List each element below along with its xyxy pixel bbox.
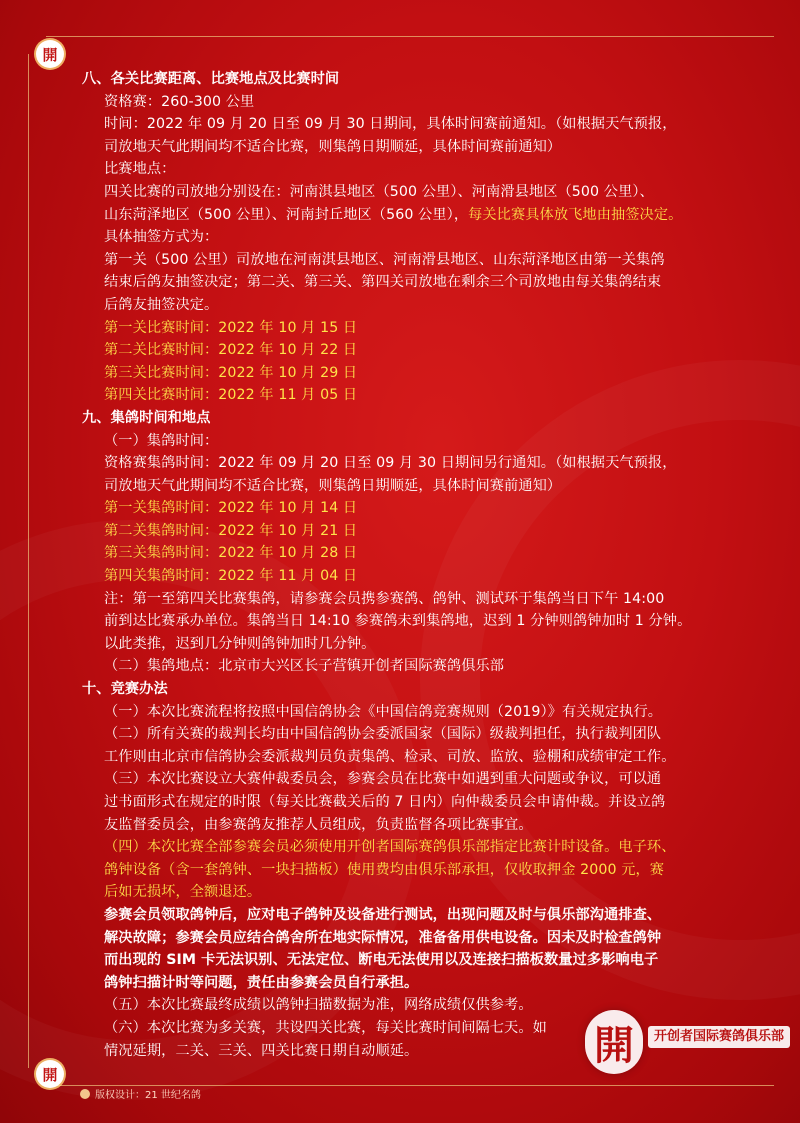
document-body <box>74 68 734 1062</box>
draw-note-highlight: 每关比赛具体放飞地由抽签决定。 <box>468 206 683 223</box>
paragraph-line: 过书面形式在规定的时限（每关比赛截关后的 7 日内）向仲裁委员会申请仲裁。并设立鸽 <box>104 794 666 810</box>
club-logo-text: 开创者国际赛鸽俱乐部 <box>648 1026 790 1048</box>
draw-label: 具体抽签方式为： <box>104 229 219 246</box>
note-line: 前到达比赛承办单位。集鸽当日 14:10 参赛鸽未到集鸽地，迟到 1 分钟则鸽钟加时 1 分钟。 <box>104 613 692 630</box>
paragraph-line: 司放地天气此期间均不适合比赛，则集鸽日期顺延，具体时间赛前通知） <box>104 138 562 155</box>
club-logo-icon: 開 <box>585 1010 643 1074</box>
subsection-heading: （一）集鸽时间： <box>104 432 219 449</box>
equipment-line: （四）本次比赛全部参赛会员必须使用开创者国际赛鸽俱乐部指定比赛计时设备。电子环、 <box>104 839 676 856</box>
section-9-heading: 九、集鸽时间和地点 <box>82 409 211 426</box>
race-date-4: 第四关比赛时间：2022 年 11 月 05 日 <box>104 387 358 404</box>
bold-notice-line: 而出现的 SIM 卡无法识别、无法定位、断电无法使用以及连接扫描板数量过多影响电子 <box>104 952 659 969</box>
paragraph-line: （二）所有关赛的裁判长均由中国信鸽协会委派国家（国际）级裁判担任，执行裁判团队 <box>104 726 662 743</box>
race-date-1: 第一关比赛时间：2022 年 10 月 15 日 <box>104 319 358 336</box>
paragraph-line: 后鸽友抽签决定。 <box>104 296 219 313</box>
collection-location: （二）集鸽地点：北京市大兴区长子营镇开创者国际赛鸽俱乐部 <box>104 658 505 675</box>
bold-notice-line: 鸽钟扫描计时等问题，责任由参赛会员自行承担。 <box>104 974 419 991</box>
collection-date-1: 第一关集鸽时间：2022 年 10 月 14 日 <box>104 500 358 517</box>
section-10-heading: 十、竞赛办法 <box>82 681 168 698</box>
note-line: 以此类推，迟到几分钟则鸽钟加时几分钟。 <box>104 635 376 652</box>
race-date-2: 第二关比赛时间：2022 年 10 月 22 日 <box>104 342 358 359</box>
paragraph-line: 司放地天气此期间均不适合比赛，则集鸽日期顺延，具体时间赛前通知） <box>104 477 562 494</box>
paragraph-line: 四关比赛的司放地分别设在：河南淇县地区（500 公里）、河南滑县地区（500 公里）、 <box>104 183 654 200</box>
equipment-line: 后如无损坏，全额退还。 <box>104 884 262 901</box>
equipment-line: 鸽钟设备（含一套鸽钟、一块扫描板）使用费均由俱乐部承担，仅收取押金 2000 元，赛 <box>104 861 665 878</box>
footer-copyright <box>80 1086 201 1101</box>
collection-date-4: 第四关集鸽时间：2022 年 11 月 04 日 <box>104 568 358 585</box>
paragraph-line: 工作则由北京市信鸽协会委派裁判员负责集鸽、检录、司放、监放、验棚和成绩审定工作。 <box>104 748 676 765</box>
paragraph-line: 第一关（500 公里）司放地在河南淇县地区、河南滑县地区、山东菏泽地区由第一关集鸽 <box>104 251 665 268</box>
paragraph-line: 结束后鸽友抽签决定；第二关、第三关、第四关司放地在剩余三个司放地由每关集鸽结束 <box>104 274 662 291</box>
copyright-text: 版权设计：21 世纪名鸽 <box>95 1090 201 1101</box>
bold-notice-line: 解决故障；参赛会员应结合鸽舍所在地实际情况，准备备用供电设备。因未及时检查鸽钟 <box>104 929 662 946</box>
paragraph-line: 时间：2022 年 09 月 20 日至 09 月 30 日期间，具体时间赛前通知。（如根据天气预报， <box>104 116 677 133</box>
paragraph-line: 友监督委员会，由参赛鸽友推荐人员组成，负责监督各项比赛事宜。 <box>104 816 533 833</box>
paragraph-line: 资格赛集鸽时间：2022 年 09 月 20 日至 09 月 30 日期间另行通知。（如根据天气预报， <box>104 455 677 472</box>
venue-label: 比赛地点： <box>104 161 176 178</box>
seal-icon-top: 開 <box>36 40 64 68</box>
paragraph-line: （六）本次比赛为多关赛，共设四关比赛，每关比赛时间间隔七天。如 <box>104 1019 547 1036</box>
collection-date-3: 第三关集鸽时间：2022 年 10 月 28 日 <box>104 545 358 562</box>
paragraph-line: （五）本次比赛最终成绩以鸽钟扫描数据为准，网络成绩仅供参考。 <box>104 997 533 1014</box>
qualifying-distance: 资格赛：260-300 公里 <box>104 93 255 110</box>
copyright-icon <box>80 1089 90 1099</box>
paragraph-line <box>74 204 734 227</box>
collection-date-2: 第二关集鸽时间：2022 年 10 月 21 日 <box>104 522 358 539</box>
bold-notice-line: 参赛会员领取鸽钟后，应对电子鸽钟及设备进行测试，出现问题及时与俱乐部沟通排查、 <box>104 906 662 923</box>
venue-text: 山东菏泽地区（500 公里）、河南封丘地区（560 公里）， <box>104 206 469 223</box>
paragraph-line: （三）本次比赛设立大赛仲裁委员会，参赛会员在比赛中如遇到重大问题或争议，可以通 <box>104 771 662 788</box>
race-date-3: 第三关比赛时间：2022 年 10 月 29 日 <box>104 364 358 381</box>
paragraph-line: （一）本次比赛流程将按照中国信鸽协会《中国信鸽竞赛规则（2019）》有关规定执行。 <box>104 703 663 720</box>
paragraph-line: 情况延期，二关、三关、四关比赛日期自动顺延。 <box>104 1042 419 1059</box>
section-8-heading: 八、各关比赛距离、比赛地点及比赛时间 <box>82 71 340 87</box>
seal-icon-bottom: 開 <box>36 1060 64 1088</box>
note-line: 注：第一至第四关比赛集鸽，请参赛会员携参赛鸽、鸽钟、测试环于集鸽当日下午 14:00 <box>104 590 665 607</box>
